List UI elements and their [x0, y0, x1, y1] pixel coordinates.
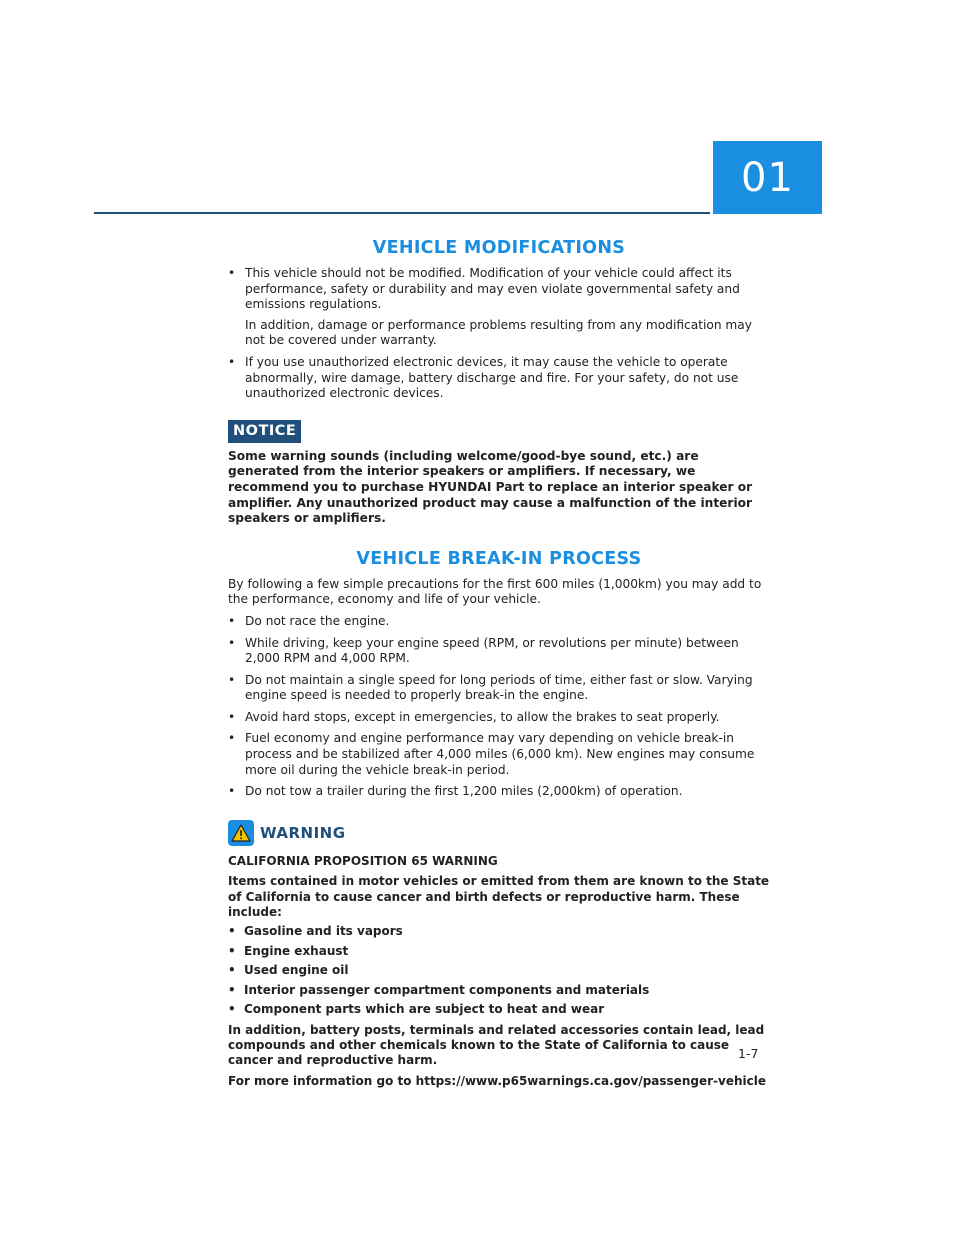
list-item: • Do not tow a trailer during the first 1,200 miles (2,000km) of operation.: [228, 784, 770, 800]
warranty-note: In addition, damage or performance problems resulting from any modification may not be covered under warranty.: [245, 317, 752, 348]
notice-badge: NOTICE: [228, 420, 301, 443]
list-item: • Fuel economy and engine performance may vary depending on vehicle break-in process and be stabilized after 4,000 miles (6,000 km). New engines may consume more oil during the vehicle break-in period.: [228, 731, 770, 778]
page-content: [228, 236, 770, 1089]
list-item: • Gasoline and its vapors: [228, 924, 770, 939]
list-item: • Avoid hard stops, except in emergencies, to allow the brakes to seat properly.: [228, 710, 770, 726]
vehicle-modifications-title: VEHICLE MODIFICATIONS: [372, 238, 626, 258]
chapter-tab: 01: [713, 141, 822, 214]
list-item: • Engine exhaust: [228, 944, 770, 959]
list-item: • Interior passenger compartment components and materials: [228, 983, 770, 998]
warning-heading: CALIFORNIA PROPOSITION 65 WARNING: [228, 853, 498, 868]
page-number: 1-7: [738, 1046, 759, 1061]
warning-block: [228, 820, 770, 1089]
break-in-list: [228, 614, 770, 800]
list-item: • Do not race the engine.: [228, 614, 770, 630]
break-in-intro: By following a few simple precautions for the first 600 miles (1,000km) you may add to the performance, economy and life of your vehicle.: [228, 576, 762, 607]
list-item: • This vehicle should not be modified. Modification of your vehicle could affect its performance, safety or durability and may even violate governmental safety and emissions regulations. In addition, damage or performance problems resulting from any modification may not be covered under warranty.: [228, 266, 770, 349]
warning-intro: Items contained in motor vehicles or emitted from them are known to the State of California to cause cancer and birth defects or reproductive harm. These include:: [228, 874, 770, 920]
warning-header: [228, 820, 770, 846]
list-item: • Do not maintain a single speed for long periods of time, either fast or slow. Varying engine speed is needed to properly break-in the engine.: [228, 673, 770, 704]
warning-triangle-icon: [228, 820, 254, 846]
vehicle-modifications-list: [228, 266, 770, 402]
list-item: • Component parts which are subject to heat and wear: [228, 1002, 770, 1017]
notice-block: [228, 420, 770, 527]
warning-list: [228, 924, 770, 1017]
notice-text: Some warning sounds (including welcome/good-bye sound, etc.) are generated from the interior speakers or amplifiers. If necessary, we recommend you to purchase HYUNDAI Part to replace an interior speaker or amplifier. Any unauthorized product may cause a malfunction of the interior speakers or amplifiers.: [228, 448, 753, 526]
list-item: • Used engine oil: [228, 963, 770, 978]
warning-more-info: For more information go to https://www.p65warnings.ca.gov/passenger-vehicle: [228, 1073, 766, 1088]
warning-addition: In addition, battery posts, terminals and related accessories contain lead, lead compounds and other chemicals known to the State of California to cause cancer and reproductive harm.: [228, 1022, 765, 1068]
list-item: • If you use unauthorized electronic devices, it may cause the vehicle to operate abnormally, wire damage, battery discharge and fire. For your safety, do not use unauthorized electronic devices.: [228, 355, 770, 402]
header-divider: [94, 212, 710, 214]
warning-title: WARNING: [260, 823, 346, 842]
list-item: • While driving, keep your engine speed (RPM, or revolutions per minute) between 2,000 RPM and 4,000 RPM.: [228, 636, 770, 667]
break-in-title: VEHICLE BREAK-IN PROCESS: [356, 548, 642, 569]
